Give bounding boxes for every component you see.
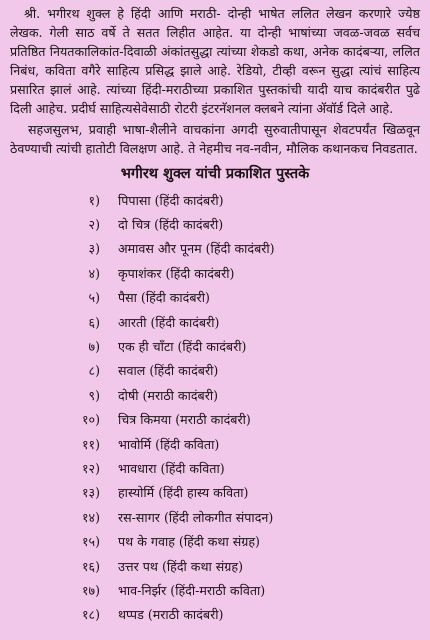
book-title: पैसा (हिंदी कादंबरी) xyxy=(118,290,210,306)
book-number: १) xyxy=(88,192,100,208)
book-title: पथ के गवाह (हिंदी कथा संग्रह) xyxy=(118,534,260,550)
book-number: २) xyxy=(88,217,100,233)
book-title: पिपासा (हिंदी कादंबरी) xyxy=(118,192,224,208)
book-list xyxy=(10,188,420,627)
book-number: १६) xyxy=(81,558,100,574)
book-list-item xyxy=(10,261,420,285)
book-title: चित्र किमया (मराठी कादंबरी) xyxy=(118,412,251,428)
book-number: ८) xyxy=(88,363,100,379)
book-list-item xyxy=(10,237,420,261)
book-number: ३) xyxy=(88,241,100,257)
book-list-item xyxy=(10,481,420,505)
book-list-item xyxy=(10,554,420,578)
book-title: दो चित्र (हिंदी कादंबरी) xyxy=(118,217,224,233)
book-title: एक ही चाँटा (हिंदी कादंबरी) xyxy=(118,339,247,355)
book-list-item xyxy=(10,432,420,456)
book-number: ७) xyxy=(88,339,100,355)
intro-paragraph-1: श्री. भगीरथ शुक्ल हे हिंदी आणि मराठी- दोन्ही भाषेत ललित लेखन करणारे ज्येष्ठ लेखक. गेली साठ वर्षे ते सतत लिहीत आहेत. या दोन्ही भाषांच्या जवळ-जवळ सर्वच प्रतिष्ठित नियतकालिकांत-दिवाळी अंकांतसुद्धा त्यांच्या शेकडो कथा, अनेक कादंबऱ्या, ललित निबंध, कविता वगैरे साहित्य प्रसिद्ध झाले आहे. रेडियो, टीव्ही वरून सुद्धा त्यांचं साहित्य प्रसारित झालं आहे. त्यांच्या हिंदी-मराठीच्या प्रकाशित पुस्तकांची यादी याच कादंबरीत पुढे दिली आहेच. प्रदीर्घ साहित्यसेवेसाठी रोटरी इंटरनॅशनल क्लबने त्यांना ॲवॉर्ड दिले आहे. xyxy=(10,6,420,116)
book-title: अमावस और पूनम (हिंदी कादंबरी) xyxy=(118,241,275,257)
book-number: १२) xyxy=(81,460,100,476)
book-list-heading: भगीरथ शुक्ल यांची प्रकाशित पुस्तके xyxy=(120,166,310,182)
book-title: रस-सागर (हिंदी लोकगीत संपादन) xyxy=(118,509,274,525)
book-title: आरती (हिंदी कादंबरी) xyxy=(118,314,220,330)
book-number: १७) xyxy=(81,582,100,598)
book-number: ११) xyxy=(81,436,100,452)
book-title: सवाल (हिंदी कादंबरी) xyxy=(118,363,219,379)
book-list-item xyxy=(10,334,420,358)
book-list-item xyxy=(10,310,420,334)
book-title: भावोर्मि (हिंदी कविता) xyxy=(118,436,220,452)
book-number: १३) xyxy=(81,485,100,501)
book-list-item xyxy=(10,383,420,407)
book-list-item xyxy=(10,359,420,383)
book-number: १८) xyxy=(81,607,100,623)
book-number: ५) xyxy=(88,290,100,306)
book-title: दोषी (मराठी कादंबरी) xyxy=(118,387,219,403)
book-list-item xyxy=(10,505,420,529)
book-title: भावधारा (हिंदी कविता) xyxy=(118,460,225,476)
book-number: ९) xyxy=(88,387,100,403)
book-list-item xyxy=(10,286,420,310)
book-number: १०) xyxy=(81,412,100,428)
book-title: भाव-निर्झर (हिंदी-मराठी कविता) xyxy=(118,582,266,598)
book-list-item xyxy=(10,408,420,432)
book-number: ६) xyxy=(88,314,100,330)
book-list-item xyxy=(10,188,420,212)
book-title: थप्पड (मराठी कादंबरी) xyxy=(118,607,224,623)
book-list-item xyxy=(10,603,420,627)
book-list-item xyxy=(10,529,420,553)
book-title: कृपाशंकर (हिंदी कादंबरी) xyxy=(118,265,235,281)
intro-paragraph-2: सहजसुलभ, प्रवाही भाषा-शैलीने वाचकांना अगदी सुरुवातीपासून शेवटपर्यंत खिळवून ठेवण्याची त्यांची हातोटी विलक्षण आहे. ते नेहमीच नव-नवीन, मौलिक कथानकच निवडतात. xyxy=(10,122,420,156)
book-title: हास्योर्मि (हिंदी हास्य कविता) xyxy=(118,485,249,501)
book-list-item xyxy=(10,578,420,602)
book-title: उत्तर पथ (हिंदी कथा संग्रह) xyxy=(118,558,243,574)
book-list-item xyxy=(10,212,420,236)
book-number: ४) xyxy=(88,265,100,281)
book-number: १५) xyxy=(81,534,100,550)
book-list-item xyxy=(10,456,420,480)
book-number: १४) xyxy=(81,509,100,525)
